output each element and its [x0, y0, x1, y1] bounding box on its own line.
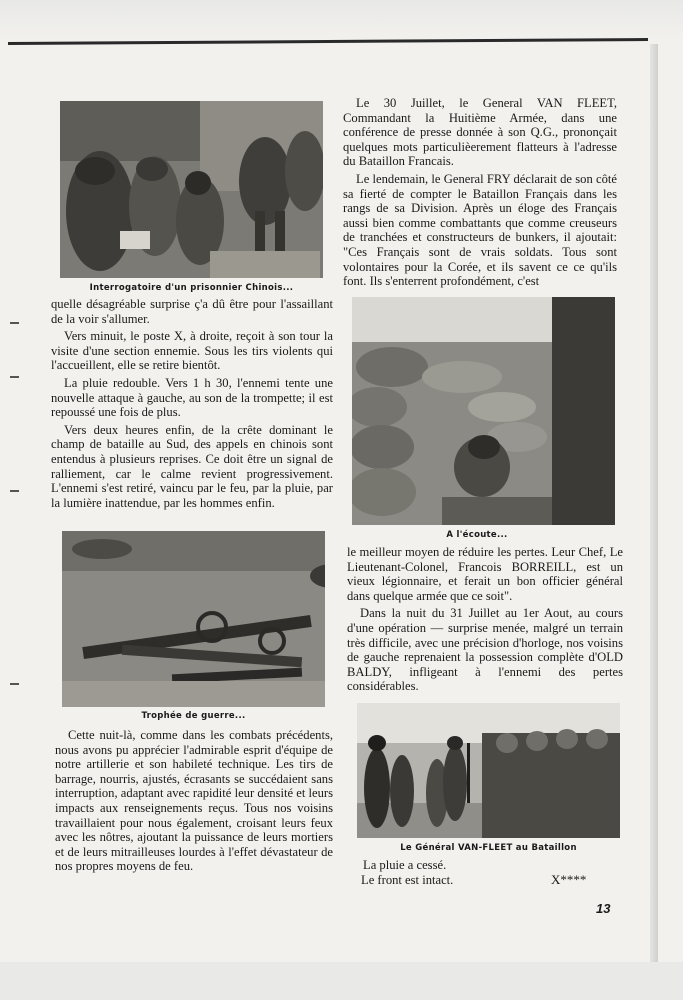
caption-general: Le Général VAN-FLEET au Bataillon — [400, 843, 577, 853]
margin-mark — [10, 376, 19, 378]
page-top-edge — [0, 0, 683, 40]
closing-line: La pluie a cessé. — [363, 858, 447, 872]
page-right-edge — [650, 44, 658, 964]
margin-mark — [10, 322, 19, 324]
right-column-bottom — [361, 858, 501, 887]
paragraph: Le 30 Juillet, le General VAN FLEET, Commandant la Huitième Armée, dans une conférence de presse donnée à son Q.G., prononçait quelques mots particulièerement flatteurs à l'adresse du Bataillon Francais. — [343, 96, 617, 169]
photo-prisoner-interrogation — [60, 101, 323, 278]
paragraph: La pluie redouble. Vers 1 h 30, l'ennemi tente une nouvelle attaque à gauche, au son de la trompette; il est repoussé une fois de plus. — [51, 375, 333, 420]
paragraph: Cette nuit-là, comme dans les combats précédents, nous avons pu apprécier l'admirable esprit d'équipe de notre artillerie et son habileté technique. Les tirs de barrage, nourris, ajustés, écrasants se succédaient sans interruption, adaptant avec rapidité leur densité et leurs impacts aux renseignements reçus. Tous nos voisins travaillaient pour nous également, croisant leurs feux avec les nôtres, ajoutant la puissance de leurs mortiers et de leurs mitrailleuses lourdes à l'effet dévastateur de nos propres moyens de feu. — [55, 728, 333, 874]
right-column-top — [343, 96, 617, 292]
right-column-middle — [347, 545, 623, 697]
signature: X**** — [551, 872, 587, 887]
page-number: 13 — [596, 901, 611, 916]
photo-listening-post — [352, 297, 615, 525]
paragraph: le meilleur moyen de réduire les pertes. Leur Chef, Le Lieutenant-Colonel, Francois BORREILL, est un vieux légionnaire, et ferait un bon officier général dans quelque armée que ce soit". — [347, 545, 623, 603]
paragraph: Vers deux heures enfin, de la crête dominant le champ de bataille au Sud, des appels en chinois sont entendus à plusieurs reprises. Ce doit être un signal de ralliement, car le calme revient progressivement. L'ennemi s'est retiré, vaincu par le feu, par la pluie, par la lumière inattendue, par les hommes enfin. — [51, 422, 333, 510]
page-bottom-edge — [0, 962, 683, 1000]
photo-war-trophy — [62, 531, 325, 707]
left-column-bottom — [55, 728, 333, 877]
left-column-top — [51, 297, 333, 513]
paragraph: quelle désagréable surprise ç'a dû être pour l'assaillant de la voir s'allumer. — [51, 297, 333, 326]
margin-mark — [10, 490, 19, 492]
paragraph: Le lendemain, le General FRY déclarait de son côté sa fierté de compter le Bataillon Français dans les rangs de sa Division. Après un éloge des Français aussi bien comme combattants que comme creuseurs de tranchées et constructeurs de bunkers, il ajoutait: "Ces Français sont de vrais soldats. Tous sont volontaires pour la Corée, et ils savent ce ce qu'ils font. Ils s'enterrent profondément, c'est — [343, 171, 617, 289]
paragraph: Vers minuit, le poste X, à droite, reçoit à son tour la visite d'une section ennemie. Sous les tirs violents qui l'accueillent, elle se retire bientôt. — [51, 329, 333, 373]
paragraph: Dans la nuit du 31 Juillet au 1er Aout, au cours d'une opération — surprise menée, malgré un terrain très difficile, avec une précision d'horloge, nos voisins de gauche reprenaient la possession complète d'OLD BALDY, infligeant à l'ennemi des pertes considérables. — [347, 606, 623, 694]
photo-general-van-fleet — [357, 703, 620, 838]
caption-listening: A l'écoute... — [446, 530, 508, 540]
margin-mark — [10, 683, 19, 685]
caption-trophy: Trophée de guerre... — [141, 711, 246, 721]
closing-line: Le front est intact. — [361, 872, 454, 887]
caption-prisoner: Interrogatoire d'un prisonnier Chinois... — [89, 283, 294, 293]
